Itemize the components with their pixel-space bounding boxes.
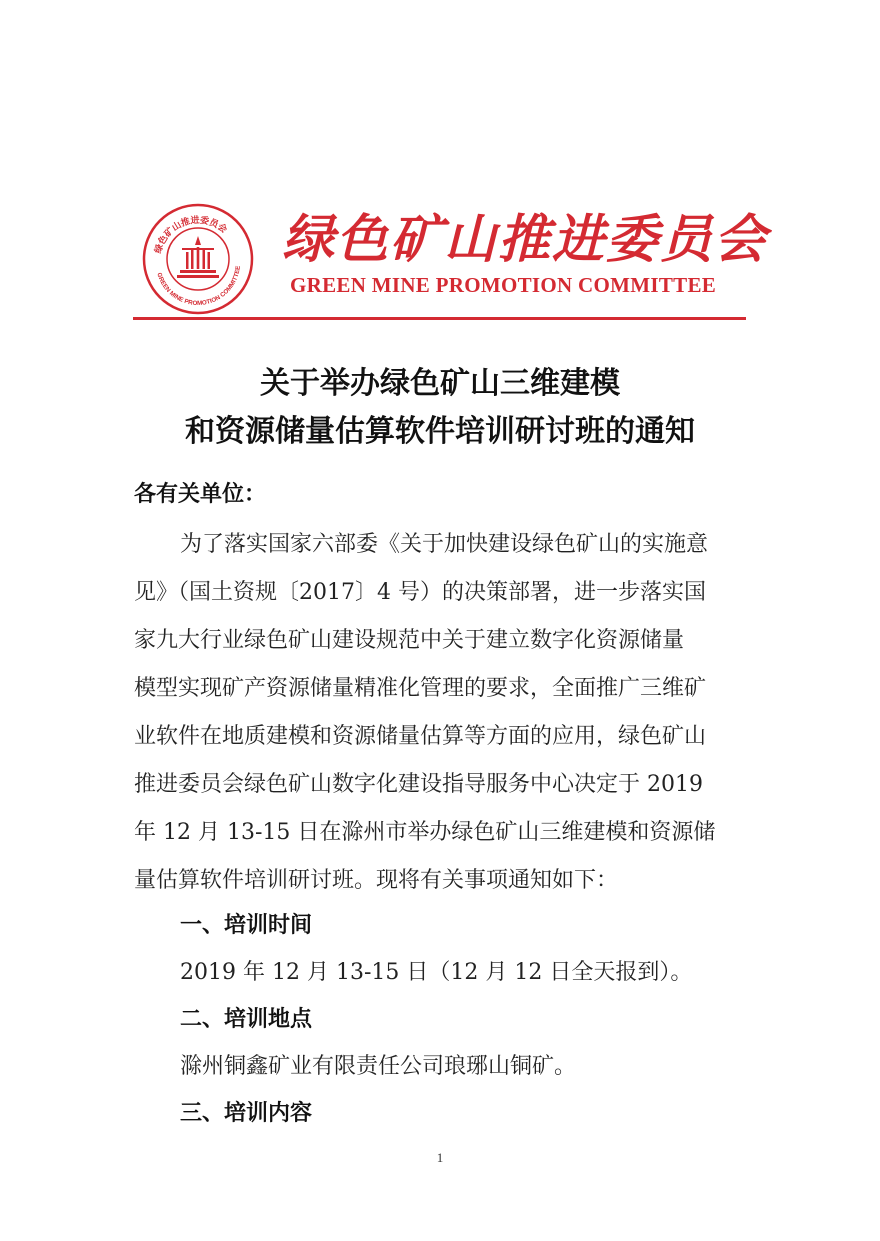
svg-text:绿色矿山推进委员会: 绿色矿山推进委员会 xyxy=(153,215,229,255)
paragraph-line: 推进委员会绿色矿山数字化建设指导服务中心决定于 2019 xyxy=(134,772,703,797)
svg-text:GREEN MINE PROMOTION COMMITTEE: GREEN MINE PROMOTION COMMITTEE xyxy=(155,265,242,308)
section-heading-training-content: 三、培训内容 xyxy=(180,1101,313,1126)
section-text-training-location: 滁州铜鑫矿业有限责任公司琅琊山铜矿。 xyxy=(180,1054,577,1079)
page-number: 1 xyxy=(436,1150,444,1165)
paragraph-line: 年 12 月 13-15 日在滁州市举办绿色矿山三维建模和资源储 xyxy=(134,820,716,845)
section-heading-training-location: 二、培训地点 xyxy=(180,1007,313,1032)
document-title-line-1: 关于举办绿色矿山三维建模 xyxy=(260,366,620,401)
org-name-english: GREEN MINE PROMOTION COMMITTEE xyxy=(290,273,717,297)
paragraph-line: 家九大行业绿色矿山建设规范中关于建立数字化资源储量 xyxy=(134,628,685,653)
paragraph-line: 模型实现矿产资源储量精准化管理的要求，全面推广三维矿 xyxy=(134,676,707,701)
section-text-training-time: 2019 年 12 月 13-15 日（12 月 12 日全天报到）。 xyxy=(180,960,693,985)
document-title-line-2: 和资源储量估算软件培训研讨班的通知 xyxy=(185,414,695,449)
salutation: 各有关单位： xyxy=(134,482,267,507)
committee-seal-logo xyxy=(142,203,254,315)
paragraph-line: 量估算软件培训研讨班。现将有关事项通知如下： xyxy=(134,868,619,893)
paragraph-line: 业软件在地质建模和资源储量估算等方面的应用，绿色矿山 xyxy=(134,724,707,749)
paragraph-line: 为了落实国家六部委《关于加快建设绿色矿山的实施意 xyxy=(180,532,709,557)
section-heading-training-time: 一、培训时间 xyxy=(180,913,313,938)
header-divider xyxy=(133,317,746,320)
org-name-chinese: 绿色矿山推进委员会 xyxy=(282,209,769,270)
paragraph-line: 见》（国土资规〔2017〕4 号）的决策部署，进一步落实国 xyxy=(134,580,706,605)
